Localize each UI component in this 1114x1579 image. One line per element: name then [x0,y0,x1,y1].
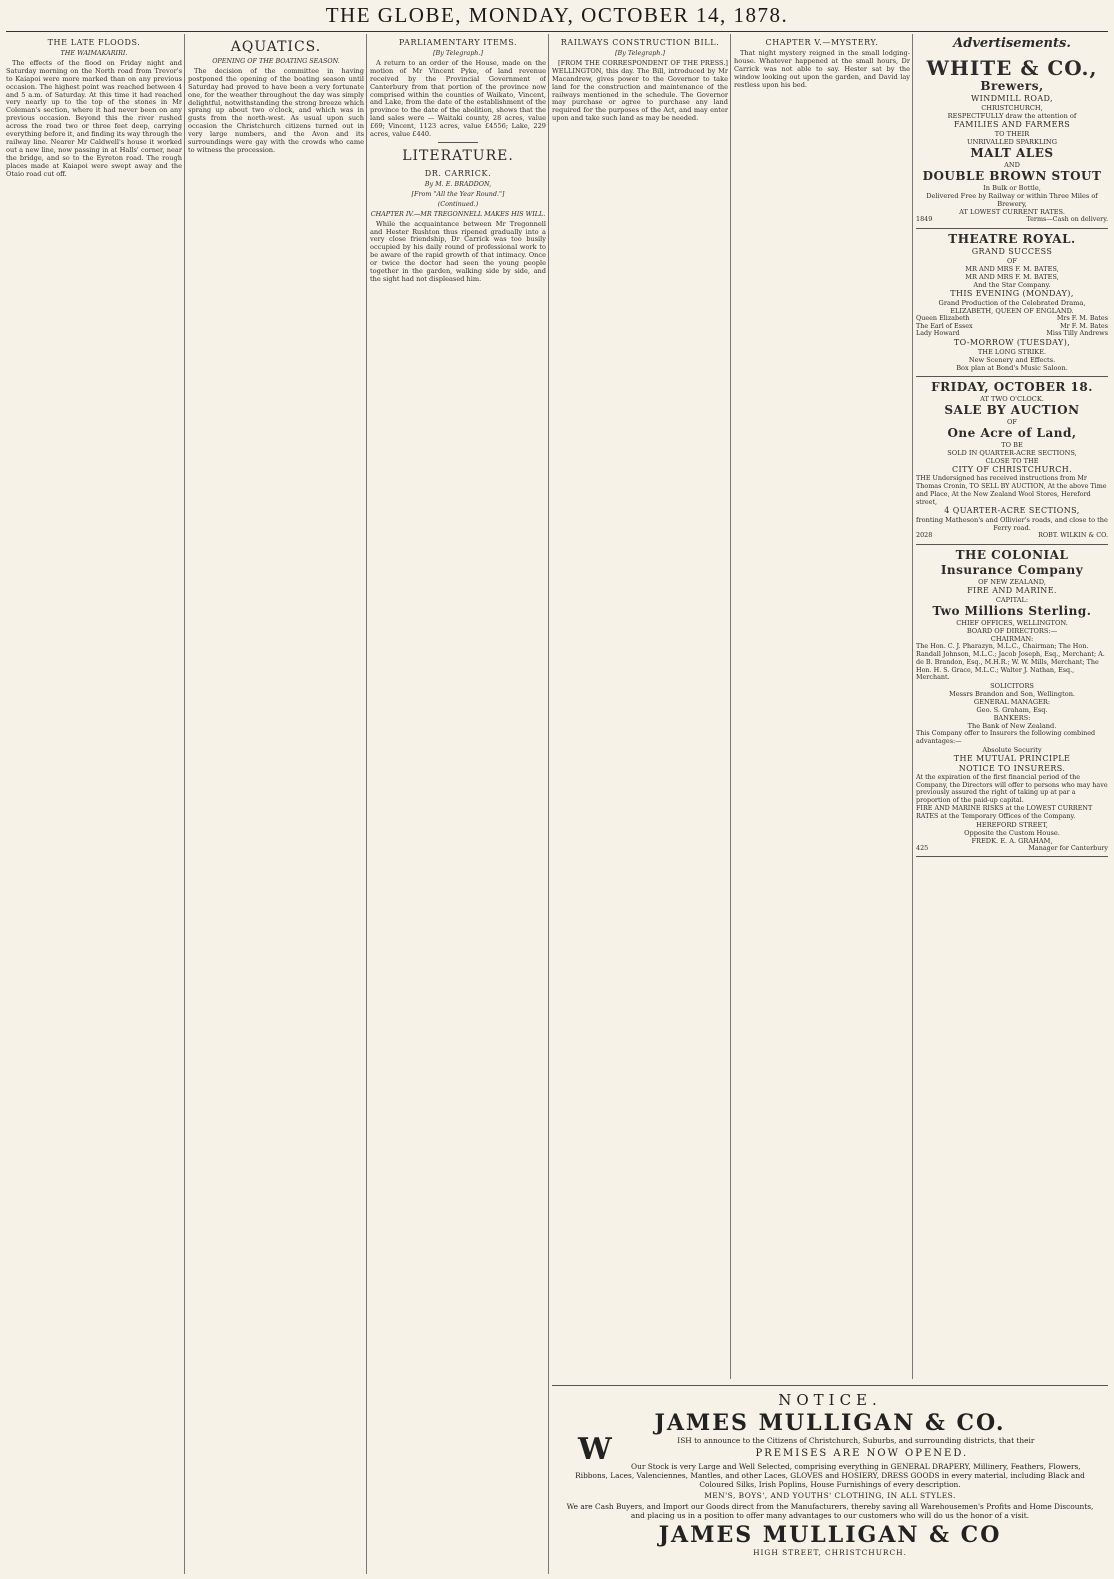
insurance-chairman-label: CHAIRMAN: [990,635,1034,644]
auction-time: AT TWO O'CLOCK. [980,395,1044,404]
white-co-address: WINDMILL ROAD, [971,94,1053,103]
advertisements-column [916,34,1108,1379]
notice-firm: JAMES MULLIGAN & CO. [654,1410,1006,1436]
advertisements-heading: Advertisements. [953,36,1071,51]
notice-address: HIGH STREET, CHRISTCHURCH. [753,1548,907,1557]
insurance-bankers-label: BANKERS: [993,714,1031,723]
role-actor: Miss Tilly Andrews [1046,329,1108,338]
insurance-name-2: Insurance Company [940,563,1084,578]
insurance-manager: Geo. S. Graham, Esq. [976,706,1048,715]
white-co-year: 1849 [916,215,933,223]
insurance-name: THE COLONIAL [955,548,1069,563]
notice-clothing: MEN'S, BOYS', AND YOUTHS' CLOTHING, IN ALL STYLES. [704,1491,956,1500]
literature-body: While the acquaintance between Mr Tregonnell and Hester Rushton thus ripened gradually into a very close friendship, Dr Carrick was too busily occupied by his daily round of professional work to be aware of the rapid growth of that intimacy. Once or twice the doctor had seen the young people together in the garden, walking side by side, and the sight had not displeased him. [370,219,546,283]
auction-type: SALE BY AUCTION [944,403,1080,418]
auction-date: FRIDAY, OCTOBER 18. [931,380,1093,395]
theatre-tomorrow: TO-MORROW (TUESDAY), [953,338,1071,348]
column-divider [730,34,731,1379]
white-co-audience: FAMILIES AND FARMERS [953,120,1071,129]
insurance-footer [916,845,1108,853]
insurance-principle: THE MUTUAL PRINCIPLE [953,753,1071,763]
chapter-v-body: That night mystery reigned in the small lodging-house. Whatever happened at the small hours, Dr Carrick was not able to say. Hester sat by the window looking out upon the garden, and David lay restless upon his bed. [734,49,910,89]
auctioneer-name: ROBT. WILKIN & CO. [1038,531,1108,540]
column-divider [548,34,549,1574]
insurance-security: Absolute Security [982,745,1042,754]
white-co-terms: Terms—Cash on delivery. [1026,215,1108,223]
parliamentary-heading: PARLIAMENTARY ITEMS. [398,38,518,47]
theatre-headline: GRAND SUCCESS [971,246,1053,256]
white-co-product-line: UNRIVALLED SPARKLING [967,138,1057,146]
white-co-to-their: TO THEIR [994,130,1030,138]
column-5 [734,34,910,1379]
aquatics-body: The decision of the committee in having postponed the opening of the boating season until Saturday had proved to have been a very fortunate one, for the weather throughout the day was simply delightful, notwithstanding the strong breeze which sprang up about two o'clock, and which was in gusts from the north-west. As usual upon such occasion the Christchurch citizens turned out in very large numbers, and the Avon and its surroundings were gay with the crowds who came to witness the procession. [188,66,364,154]
page-title: THE GLOBE, MONDAY, OCTOBER 14, 1878. [325,2,789,27]
masthead [0,0,1114,30]
insurance-agent: FREDK. E. A. GRAHAM, [971,836,1053,845]
auction-to-be: TO BE [1001,441,1023,450]
theatre-tomorrow-play: THE LONG STRIKE. [977,348,1047,357]
insurance-street: HEREFORD STREET, [976,820,1048,829]
white-co-product: MALT ALES [970,146,1054,160]
notice-text: ISH to announce to the Citizens of Christchurch, Suburbs, and surrounding districts, that their [677,1436,1035,1445]
divider [438,142,478,143]
auction-lot-number: 2028 [916,531,933,540]
role-name: Queen Elizabeth [916,313,970,322]
theatre-play: Grand Production of the Celebrated Drama, ELIZABETH, QUEEN OF ENGLAND. [938,298,1086,315]
insurance-ad [916,545,1108,857]
column-3 [370,34,546,1574]
insurance-capital: Two Millions Sterling. [932,604,1092,619]
theatre-company: And the Star Company. [973,280,1051,289]
notice-closing: We are Cash Buyers, and Import our Goods direct from the Manufacturers, thereby saving all Warehousemen's Profits and Home Discounts, and placing us in a position to offer many advantages to our customers who will do us the honor of a visit. [566,1502,1094,1520]
column-4 [552,34,728,1379]
notice-firm-footer: JAMES MULLIGAN & CO [658,1522,1002,1548]
literature-continued: (Continued.) [437,199,479,208]
insurance-board: BOARD OF DIRECTORS:— [966,627,1058,636]
notice-stock: Our Stock is very Large and Well Selected, comprising everything in GENERAL DRAPERY, Millinery, Feathers, Flowers, Ribbons, Laces, Valenciennes, Mantles, and other Laces, GLOVES and HOSIERY, DRESS GOODS in every material, including Black and Coloured Silks, Irish Poplins, House Furnishings of every description. [575,1462,1085,1489]
insurance-office: CHIEF OFFICES, WELLINGTON. [956,619,1068,628]
column-2 [188,34,364,1574]
theatre-evening: THIS EVENING (MONDAY), [950,288,1074,298]
auction-location: CITY OF CHRISTCHURCH. [951,465,1073,475]
auction-of: OF [1007,418,1017,427]
aquatics-subheading: OPENING OF THE BOATING SEASON. [212,57,340,65]
white-co-rates: AT LOWEST CURRENT RATES. [959,208,1065,216]
railways-subheading: [By Telegraph.] [615,49,665,57]
white-co-delivery: Delivered Free by Railway or within Three Miles of Brewery, [926,192,1098,208]
chapter-v-heading: CHAPTER V.—MYSTERY. [765,38,879,47]
parliamentary-body: A return to an order of the House, made on the motion of Mr Vincent Pyke, of land revenue received by the Provincial Government of Canterbury from that portion of the province now comprised within the counties of Waikato, Vincent, and Lake, from the date of the establishment of the province to the date of the abolition, shows that the land sales were — Waitaki county, 28 acres, value £69; Vincent, 1123 acres, value £4556; Lake, 229 acres, value £440. [370,58,546,139]
late-floods-subheading: THE WAIMAKARIRI. [60,49,128,57]
literature-byline: By M. E. BRADDON, [424,179,492,188]
white-co-name: WHITE & CO., [926,56,1098,80]
theatre-role-row [916,330,1108,338]
column-divider [366,34,367,1574]
auction-item: One Acre of Land, [947,426,1077,441]
column-1 [6,34,182,1574]
role-actor: Mrs F. M. Bates [1056,313,1108,322]
literature-heading: LITERATURE. [402,147,514,164]
railways-body: [FROM THE CORRESPONDENT OF THE PRESS.] WELLINGTON, this day. The Bill, introduced by Mr Macandrew, gives power to the Governor to take land for the construction and maintenance of the railways mentioned in the schedule. The Governor may purchase or agree to purchase any land required for the purposes of the Act, and may enter upon and take such land as may be needed. [552,58,728,123]
insurance-number: 425 [916,843,929,852]
theatre-box-plan: Box plan at Bond's Music Saloon. [956,364,1068,373]
auction-sections: 4 QUARTER-ACRE SECTIONS, [944,506,1080,516]
insurance-directors: The Hon. C. J. Pharazyn, M.L.C., Chairman; The Hon. Randall Johnson, M.L.C.; Jacob Joseph, Esq., Merchant; A. de B. Brandon, Esq., M.H.R.; W. W. Mills, Merchant; The Hon. H. S. Grace, M.L.C.; Walter J. Nathan, Esq., Merchant. [916,642,1105,682]
insurance-capital-label: CAPITAL: [995,596,1029,605]
white-co-trade: Brewers, [980,79,1044,93]
insurance-notice-body: At the expiration of the first financial period of the Company, the Directors will offer to persons who may have previously assured the right of taking up at par a proportion of the paid-up capital. [916,772,1108,805]
insurance-types: FIRE AND MARINE. [967,586,1057,596]
column-divider [184,34,185,1574]
insurance-rates: FIRE AND MARINE RISKS at the LOWEST CURRENT RATES at the Temporary Offices of the Company. [916,803,1093,820]
white-co-product2: DOUBLE BROWN STOUT [922,169,1102,183]
mulligan-notice [552,1385,1108,1576]
late-floods-body: The effects of the flood on Friday night and Saturday morning on the North road from Trevor's to Kaiapoi were more marked than on any previous occasion. The highest point was reached between 4 and 5 a.m. of Saturday. At this time it had reached very nearly up to the top of the stones in Mr Coleman's section, where it had never been on any previous occasion. Beyond this the river rushed across the road two or three feet deep, carrying everything before it, and finding its way through the railway line. Nearer Mr Caldwell's house it worked out a new line, now passing in at Halls' corner, near the bridge, and so to the Eyreton road. The rough places made at Kaiapoi were swept away and the Otaio road cut off. [6,58,182,178]
insurance-offer: This Company offer to Insurers the following combined advantages:— [916,729,1096,745]
insurance-of: OF NEW ZEALAND, [978,578,1046,587]
theatre-ad [916,229,1108,377]
insurance-manager-label: GENERAL MANAGER: [973,698,1051,707]
insurance-solicitors-label: SOLICITORS [990,682,1034,691]
theatre-cast-1: MR AND MRS F. M. BATES, [965,264,1059,273]
white-co-packaging: In Bulk or Bottle, [983,184,1041,192]
white-co-city: CHRISTCHURCH, [981,104,1043,112]
aquatics-heading: AQUATICS. [230,39,322,55]
notice-premises: PREMISES ARE NOW OPENED. [755,1448,969,1459]
insurance-opposite: Opposite the Custom House. [964,828,1060,837]
literature-chapter: CHAPTER IV.—MR TREGONNELL MAKES HIS WILL. [370,209,546,218]
literature-title: DR. CARRICK. [424,168,492,178]
theatre-of: OF [1007,256,1017,265]
auction-footer [916,532,1108,540]
theatre-name: THEATRE ROYAL. [948,231,1076,246]
notice-heading: NOTICE. [778,1391,882,1409]
theatre-cast-2: MR AND MRS F. M. BATES, [965,272,1059,281]
insurance-bankers: The Bank of New Zealand. [967,722,1057,731]
column-divider [912,34,913,1379]
notice-drop-cap: W [578,1432,612,1467]
late-floods-heading: THE LATE FLOODS. [47,38,141,47]
auction-body: THE Undersigned has received instructions from Mr Thomas Cronin, TO SELL BY AUCTION, At the above Time and Place, At the New Zealand Wool Stores, Hereford street, [916,474,1107,506]
insurance-notice-heading: NOTICE TO INSURERS. [958,763,1066,773]
auction-sections-detail: fronting Matheson's and Ollivier's roads, and close to the Ferry road. [916,516,1108,533]
masthead-rule [6,31,1108,32]
auction-close-to: CLOSE TO THE [985,457,1039,466]
white-co-ad [916,54,1108,229]
role-name: Lady Howard [916,329,960,338]
theatre-scenery: New Scenery and Effects. [968,356,1056,365]
insurance-agent-title: Manager for Canterbury [1028,843,1108,852]
insurance-solicitors: Messrs Brandon and Son, Wellington. [948,690,1076,699]
auction-ad [916,377,1108,545]
white-co-intro: RESPECTFULLY draw the attention of [947,112,1077,120]
literature-source: [From "All the Year Round."] [411,189,505,198]
white-co-footer [916,216,1108,224]
white-co-and: AND [1004,161,1020,169]
auction-detail: SOLD IN QUARTER-ACRE SECTIONS, [947,449,1077,458]
role-name: The Earl of Essex [916,321,973,330]
parliamentary-subheading: [By Telegraph.] [433,49,483,57]
role-actor: Mr F. M. Bates [1060,321,1108,330]
railways-heading: RAILWAYS CONSTRUCTION BILL. [560,38,720,47]
